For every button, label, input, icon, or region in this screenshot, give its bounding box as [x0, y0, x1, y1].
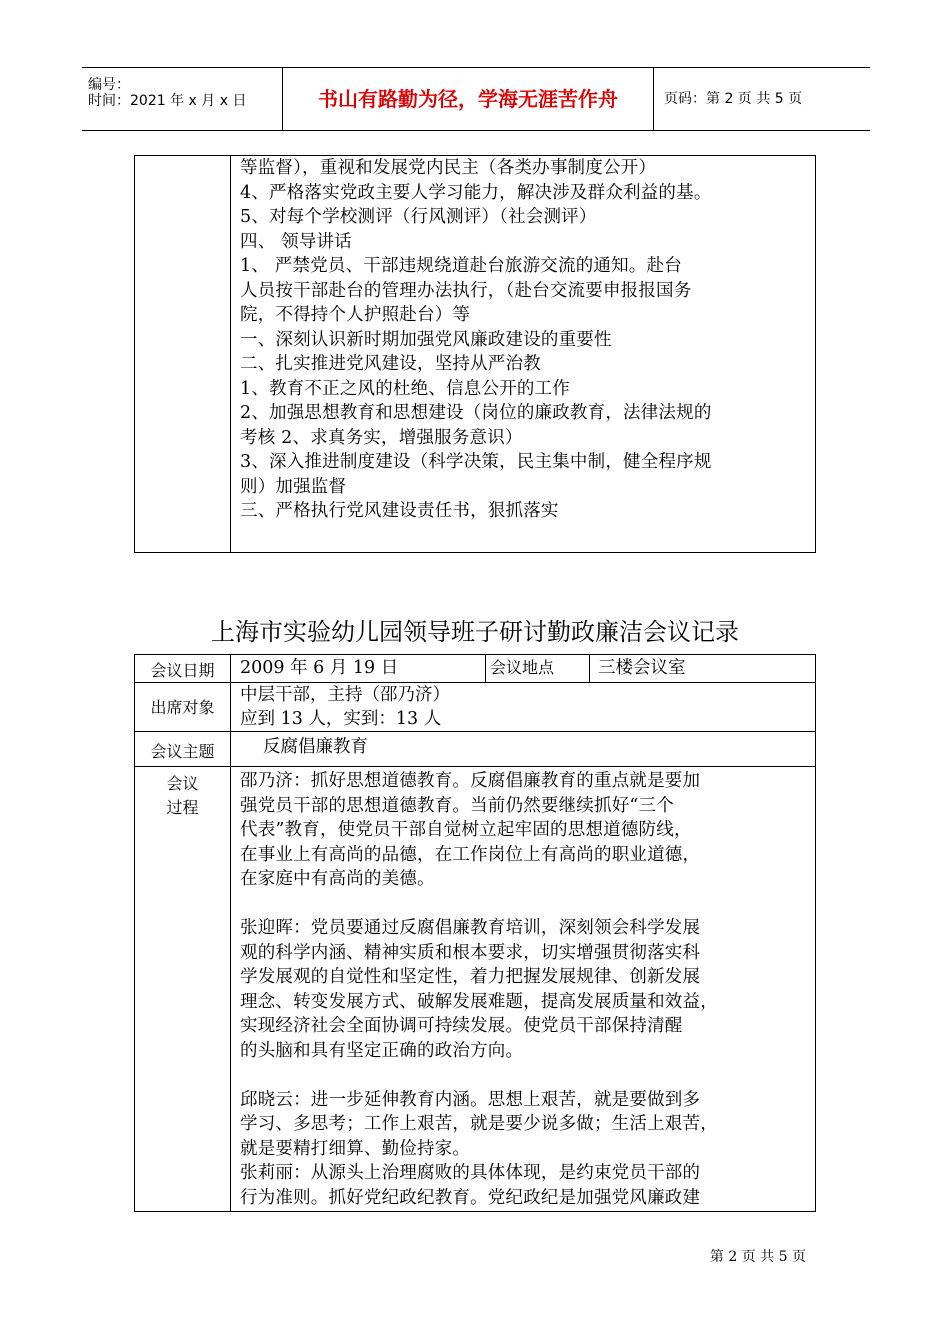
continuation-line: 5、对每个学校测评（行风测评）（社会测评）	[240, 207, 597, 227]
continuation-line: 2、加强思想教育和思想建设（岗位的廉政教育，法律法规的	[240, 403, 712, 423]
continuation-line: 4、严格落实党政主要人学习能力，解决涉及群众利益的基。	[240, 182, 712, 203]
process-line: 观的科学内涵、精神实质和根本要求，切实增强贯彻落实科	[240, 942, 701, 963]
process-label: 过程	[166, 798, 199, 817]
header-motto: 书山有路勤为径，学海无涯苦作舟	[283, 68, 654, 130]
process-line: 就是要精打细算、勤俭持家。	[240, 1138, 471, 1159]
paragraph-gap	[240, 1063, 812, 1088]
process-line: 强党员干部的思想道德教育。当前仍然要继续抓好“三个	[240, 795, 674, 816]
process-line: 代表”教育，使党员干部自觉树立起牢固的思想道德防线，	[240, 820, 692, 840]
column-divider	[230, 655, 231, 1211]
process-line: 学习、多思考；工作上艰苦，就是要少说多做；生活上艰苦，	[240, 1114, 718, 1134]
meeting-date-value: 2009 年 6 月 19 日	[240, 658, 399, 678]
attendees-count: 应到 13 人，实到：13 人	[240, 709, 442, 729]
attendees-label: 出席对象	[150, 698, 215, 717]
process-line: 学发展观的自觉性和坚定性，着力把握发展规律、创新发展	[240, 967, 701, 987]
continuation-label-cell	[135, 156, 231, 552]
column-divider	[485, 655, 486, 682]
column-divider	[589, 655, 590, 682]
continuation-body	[240, 156, 810, 524]
topic-value: 反腐倡廉教育	[263, 737, 368, 757]
continuation-table	[134, 155, 816, 553]
process-line: 行为准则。抓好党纪政纪教育。党纪政纪是加强党风廉政建	[240, 1187, 701, 1208]
process-line: 的头脑和具有坚定正确的政治方向。	[240, 1040, 524, 1061]
header-meta	[82, 68, 283, 130]
meeting-place-label: 会议地点	[490, 658, 555, 677]
process-line: 邵乃济：抓好思想道德教育。反腐倡廉教育的重点就是要加	[240, 771, 701, 791]
row-divider	[135, 682, 815, 683]
header-page-number: 页码：第 2 页 共 5 页	[664, 91, 803, 107]
serial-label: 编号：	[88, 77, 130, 93]
paragraph-gap	[240, 892, 812, 917]
continuation-line: 等监督），重视和发展党内民主（各类办事制度公开）	[240, 158, 657, 178]
meeting-record-table	[134, 654, 816, 1212]
continuation-line: 考核 2、求真务实，增强服务意识）	[240, 427, 523, 448]
footer-page-number: 第 2 页 共 5 页	[709, 1249, 806, 1265]
continuation-line: 四、 领导讲话	[240, 231, 352, 252]
page-header	[82, 67, 870, 131]
date-label: 时间：2021 年 x 月 x 日	[88, 93, 247, 109]
process-line: 张莉丽：从源头上治理腐败的具体体现，是约束党员干部的	[240, 1163, 701, 1183]
meeting-date-label: 会议日期	[150, 661, 215, 680]
continuation-line: 则）加强监督	[240, 476, 347, 497]
record-title: 上海市实验幼儿园领导班子研讨勤政廉洁会议记录	[211, 618, 739, 646]
process-line: 在家庭中有高尚的美德。	[240, 869, 435, 889]
continuation-line: 二、扎实推进党风建设，坚持从严治教	[240, 354, 541, 374]
row-divider	[135, 731, 815, 732]
meeting-place-value: 三楼会议室	[598, 658, 686, 678]
continuation-line: 1、 严禁党员、干部违规绕道赴台旅游交流的通知。赴台	[240, 256, 682, 276]
row-divider	[135, 766, 815, 767]
continuation-line: 3、深入推进制度建设（科学决策，民主集中制，健全程序规	[240, 452, 712, 472]
process-content	[240, 769, 812, 1210]
continuation-line: 三、严格执行党风建设责任书，狠抓落实	[240, 501, 559, 521]
continuation-line: 人员按干部赴台的管理办法执行，（赴台交流要申报报国务	[240, 280, 692, 301]
process-line: 在事业上有高尚的品德，在工作岗位上有高尚的职业道德，	[240, 844, 701, 865]
process-line: 理念、转变发展方式、破解发展难题，提高发展质量和效益，	[240, 991, 718, 1012]
process-line: 张迎晖：党员要通过反腐倡廉教育培训，深刻领会科学发展	[240, 918, 701, 938]
process-line: 邱晓云：进一步延伸教育内涵。思想上艰苦，就是要做到多	[240, 1089, 701, 1110]
process-line: 实现经济社会全面协调可持续发展。使党员干部保持清醒	[240, 1016, 683, 1036]
topic-label: 会议主题	[150, 742, 215, 761]
attendees-line: 中层干部，主持（邵乃济）	[240, 685, 450, 705]
continuation-line: 院，不得持个人护照赴台）等	[240, 305, 471, 325]
continuation-line: 1、教育不正之风的杜绝、信息公开的工作	[240, 378, 570, 399]
process-label: 会议	[166, 774, 199, 793]
continuation-line: 一、深刻认识新时期加强党风廉政建设的重要性	[240, 329, 612, 350]
